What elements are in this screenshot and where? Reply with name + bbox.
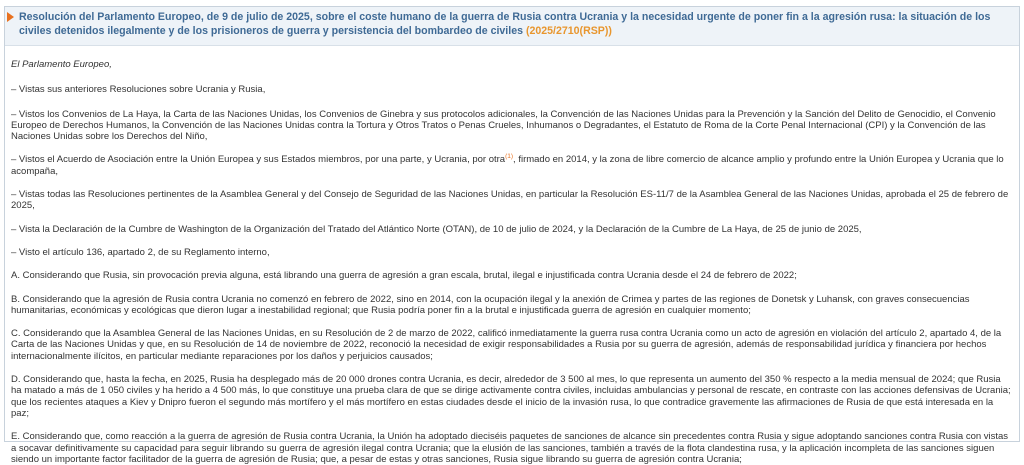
- document-title: [19, 10, 1011, 38]
- preamble: El Parlamento Europeo,: [11, 59, 112, 70]
- procedure-reference-link[interactable]: (2025/2710(RSP)): [525, 25, 612, 37]
- citation-2: – Vistos los Convenios de La Haya, la Carta de las Naciones Unidas, los Convenios de Ginebra y sus protocolos adicionales, la Convención de las Naciones Unidas para la Prevención y la Sanción del Delito de Genocidio, el Convenio Europeo de Derechos Humanos, la Convención de las Naciones Unidas contra la Tortura y Otros Tratos o Penas Crueles, Inhumanos o Degradantes, el Estatuto de Roma de la Corte Penal Internacional (CPI) y la Convención de las Naciones Unidas sobre los Derechos del Niño,: [11, 108, 996, 143]
- citation-6: – Visto el artículo 136, apartado 2, de su Reglamento interno,: [11, 246, 270, 258]
- citation-4: – Vistas todas las Resoluciones pertinentes de la Asamblea General y del Consejo de Seguridad de las Naciones Unidas, en particular la Resolución ES-11/7 de la Asamblea General de las Naciones Unidas, aprobada el 25 de febrero de 2025,: [11, 189, 1009, 212]
- resolution-document: [4, 6, 1020, 465]
- document-body: [5, 59, 1019, 465]
- recital-c: C. Considerando que la Asamblea General de las Naciones Unidas, en su Resolución de 2 de marzo de 2022, calificó inmediatamente la guerra rusa contra Ucrania como un acto de agresión en violación del artículo 2, apartado 4, de la Carta de las Naciones Unidas y que, en su Resolución de 14 de noviembre de 2022, reconoció la necesidad de exigir responsabilidades a Rusia por su guerra de agresión, además de responsabilidad jurídica y financiera por hechos internacionalmente ilícitos, en particular mediante reparaciones por los daños y perjuicios causados;: [11, 328, 1002, 362]
- recital-d: D. Considerando que, hasta la fecha, en 2025, Rusia ha desplegado más de 20 000 drones contra Ucrania, es decir, alrededor de 3 500 al mes, lo que representa un aumento del 350 % respecto a la media mensual de 2024; que Rusia ha matado a más de 1 050 civiles y ha herido a 4 500 más, lo que constituye una prueba clara de que se dirige activamente contra civiles, incluidas ambulancias y personal de rescate, en contraste con las acciones defensivas de Ucrania; que los recientes ataques a Kiev y Dnipro fueron el segundo más mortífero y el más mortífero en estas ciudades desde el inicio de la invasión rusa, lo que contradice gravemente las afirmaciones de Rusia de que está interesada en la paz;: [11, 374, 1011, 419]
- recital-a: A. Considerando que Rusia, sin provocación previa alguna, está librando una guerra de agresión a gran escala, brutal, ilegal e injustificada contra Ucrania desde el 24 de febrero de 2022;: [11, 270, 797, 282]
- citation-3-text-before: – Vistos el Acuerdo de Asociación entre la Unión Europea y sus Estados miembros, por una parte, y Ucrania, por otra: [11, 154, 506, 166]
- footnote-link[interactable]: (1): [505, 153, 514, 161]
- citation-5: – Vista la Declaración de la Cumbre de Washington de la Organización del Tratado del Atlántico Norte (OTAN), de 10 de julio de 2024, y la Declaración de la Cumbre de La Haya, de 25 de junio de 2025,: [11, 223, 862, 235]
- document-title-bar: [5, 7, 1019, 46]
- recital-b: B. Considerando que la agresión de Rusia contra Ucrania no comenzó en febrero de 2022, sino en 2014, con la ocupación ilegal y la anexión de Crimea y partes de las regiones de Donetsk y Luhansk, con graves consecuencias humanitarias, económicas y ecológicas que dieron lugar a inestabilidad regional; que Rusia podría poner fin a la brutal e injustificada guerra de agresión en cualquier momento;: [11, 293, 970, 316]
- citation-3-text-after: , firmado en 2014, y la zona de libre comercio de alcance amplio y profundo entre la Unión Europea y Ucrania que lo acompaña,: [11, 154, 1004, 177]
- citation-1: – Vistas sus anteriores Resoluciones sobre Ucrania y Rusia,: [11, 84, 266, 96]
- document-title-text: Resolución del Parlamento Europeo, de 9 de julio de 2025, sobre el coste humano de la guerra de Rusia contra Ucrania y la necesidad urgente de poner fin a la agresión rusa: la situación de los civiles detenidos ilegalmente y de los prisioneros de guerra y persistencia del bombardeo de civiles: [19, 11, 991, 37]
- citation-3: [11, 154, 1011, 177]
- recital-e: E. Considerando que, como reacción a la guerra de agresión de Rusia contra Ucrania, la Unión ha adoptado dieciséis paquetes de sanciones de alcance sin precedentes contra Rusia y sigue adoptando sanciones contra Rusia con vistas a socavar definitivamente su capacidad para seguir librando su guerra de agresión ilegal contra Ucrania; que la elusión de las sanciones, también a través de la flota clandestina rusa, y la aplicación incompleta de las sanciones siguen siendo un importante factor facilitador de la guerra de agresión de Rusia; que, a pesar de estas y otras sanciones, Rusia sigue librando su guerra de agresión contra Ucrania;: [11, 431, 1009, 465]
- title-arrow-icon: [7, 12, 14, 22]
